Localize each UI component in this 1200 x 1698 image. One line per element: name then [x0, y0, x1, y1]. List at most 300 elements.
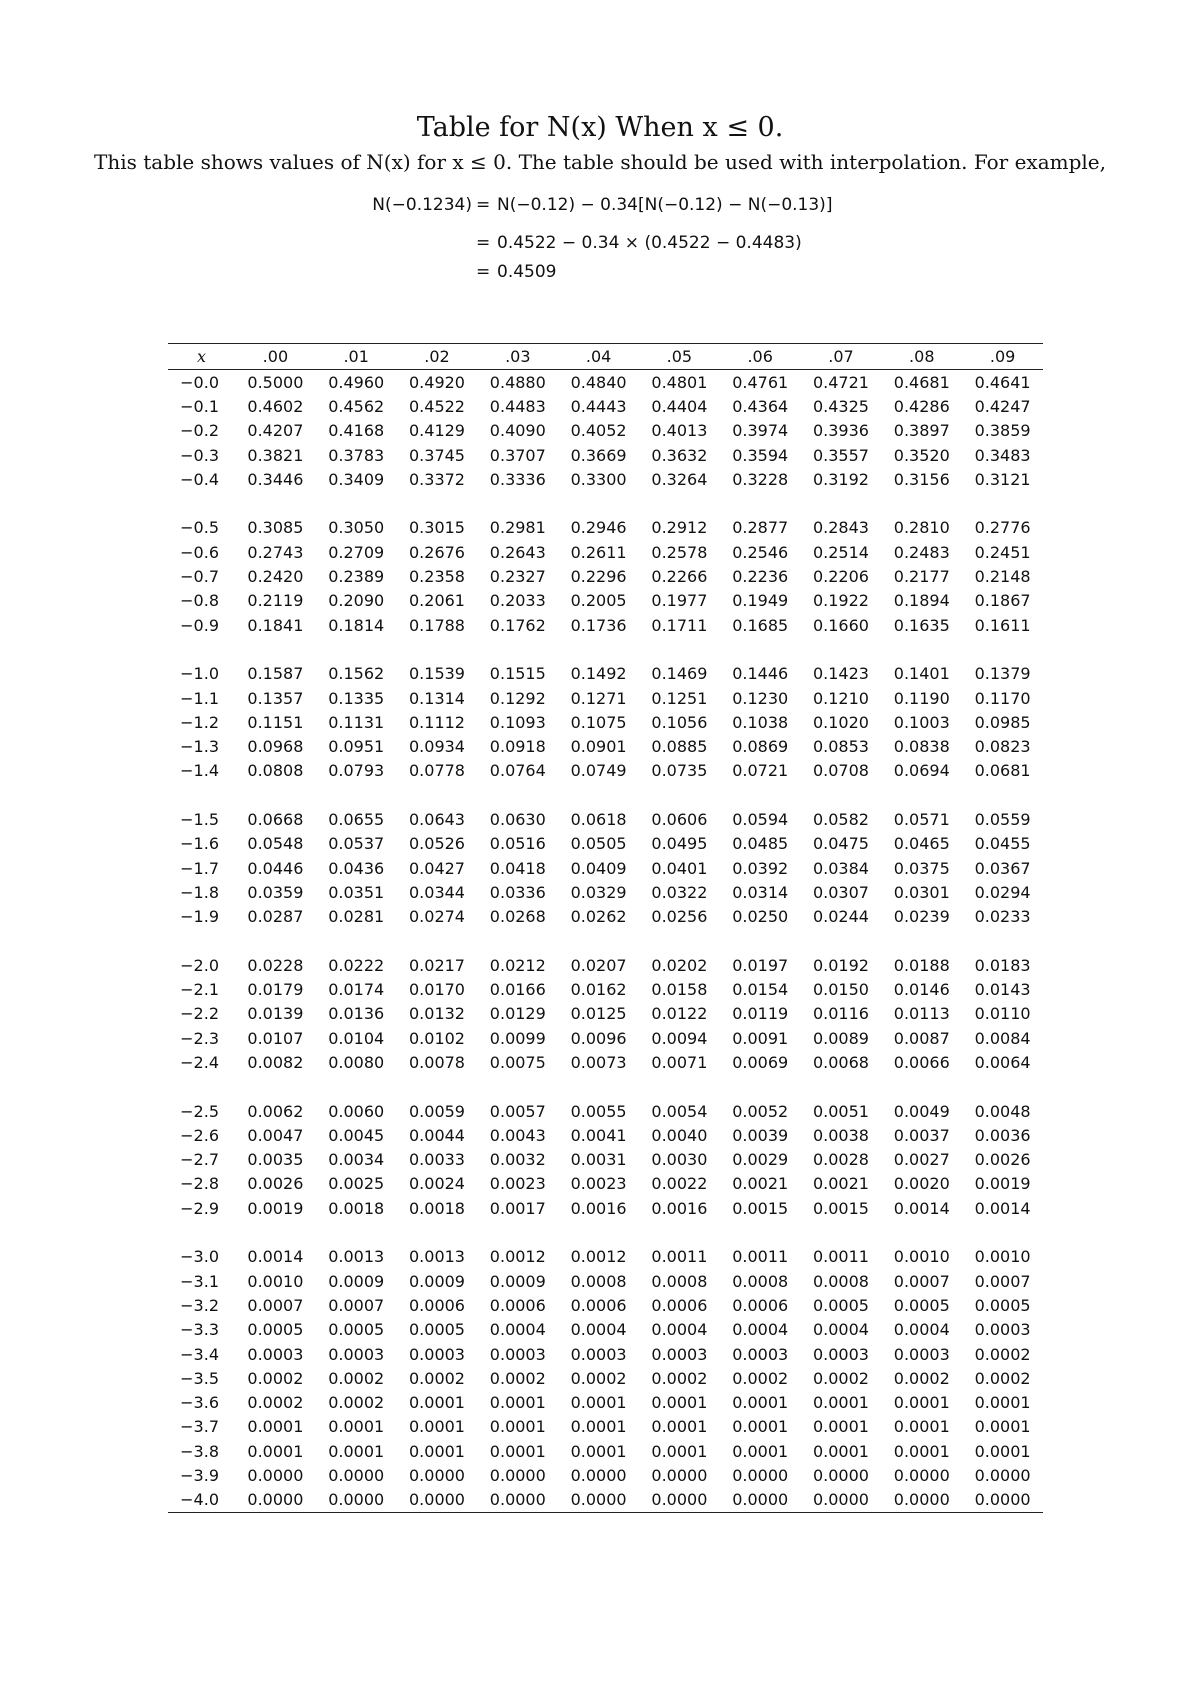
table-cell: 0.0001	[570, 1393, 627, 1413]
table-cell: 0.1736	[570, 615, 627, 635]
table-cell: 0.2005	[570, 591, 627, 611]
table-cell: 0.0026	[974, 1150, 1031, 1170]
table-cell: 0.0000	[570, 1466, 627, 1485]
table-row	[168, 905, 1043, 929]
table-cell: 0.0207	[570, 955, 627, 975]
table-cell: 0.3372	[409, 469, 465, 489]
table-cell: 0.1446	[732, 664, 789, 684]
table-cell: 0.0150	[812, 980, 869, 1000]
row-label-x: −2.4	[180, 1052, 219, 1072]
table-cell: 0.0001	[328, 1417, 385, 1437]
table-cell: 0.0188	[893, 955, 950, 975]
table-cell: 0.0068	[812, 1052, 869, 1072]
table-cell: 0.0006	[409, 1295, 465, 1315]
column-header: .02	[397, 344, 478, 370]
table-row	[168, 1026, 1043, 1050]
table-cell: 0.0202	[651, 955, 708, 975]
table-row	[168, 1123, 1043, 1147]
table-cell: 0.0000	[328, 1490, 385, 1510]
table-cell: 0.0004	[570, 1320, 627, 1340]
table-cell: 0.0495	[651, 834, 708, 854]
table-cell: 0.0694	[893, 761, 950, 781]
column-header: .00	[235, 344, 316, 370]
example-line-3	[0, 262, 1200, 288]
column-header: .07	[801, 344, 882, 370]
table-row	[168, 1196, 1043, 1220]
table-cell: 0.0455	[974, 834, 1031, 854]
table-cell: 0.1093	[489, 712, 546, 732]
table-cell: 0.0001	[409, 1393, 465, 1413]
table-cell: 0.4483	[489, 396, 546, 416]
table-cell: 0.0054	[651, 1101, 708, 1121]
table-cell: 0.2611	[570, 542, 627, 562]
group-spacer	[168, 1220, 1043, 1244]
table-cell: 0.1314	[409, 688, 465, 708]
table-cell: 0.0505	[570, 834, 627, 854]
table-cell: 0.0233	[974, 907, 1031, 927]
row-label-x: −3.8	[180, 1441, 219, 1461]
table-cell: 0.0003	[489, 1344, 546, 1364]
table-cell: 0.3192	[812, 469, 869, 489]
table-cell: 0.0006	[651, 1295, 708, 1315]
table-cell: 0.0000	[489, 1466, 546, 1485]
group-spacer	[168, 637, 1043, 661]
table-cell: 0.0708	[812, 761, 869, 781]
table-cell: 0.3632	[651, 445, 708, 465]
row-label-x: −1.3	[180, 737, 219, 757]
table-cell: 0.0037	[893, 1125, 950, 1145]
table-cell: 0.4168	[328, 421, 385, 441]
table-cell: 0.0009	[328, 1271, 385, 1291]
table-cell: 0.0808	[247, 761, 304, 781]
table-cell: 0.3050	[328, 518, 385, 538]
table-cell: 0.0344	[409, 882, 465, 902]
table-cell: 0.0268	[489, 907, 546, 927]
table-cell: 0.0013	[409, 1247, 465, 1267]
table-cell: 0.0630	[489, 809, 546, 829]
table-cell: 0.5000	[247, 372, 304, 392]
table-cell: 0.0136	[328, 1004, 385, 1024]
table-cell: 0.1492	[570, 664, 627, 684]
table-cell: 0.0057	[489, 1101, 546, 1121]
table-cell: 0.0006	[732, 1295, 789, 1315]
table-cell: 0.0004	[893, 1320, 950, 1340]
example-equals: =	[476, 233, 491, 253]
table-row	[168, 1172, 1043, 1196]
table-cell: 0.0080	[328, 1052, 385, 1072]
group-spacer	[168, 491, 1043, 515]
row-label-x: −2.7	[180, 1150, 219, 1170]
table-row	[168, 1366, 1043, 1390]
table-cell: 0.0222	[328, 955, 385, 975]
table-cell: 0.0918	[489, 737, 546, 757]
table-cell: 0.0094	[651, 1028, 708, 1048]
table-cell: 0.4443	[570, 396, 627, 416]
table-cell: 0.2546	[732, 542, 789, 562]
table-cell: 0.3520	[893, 445, 950, 465]
row-label-x: −1.8	[180, 882, 219, 902]
table-cell: 0.3336	[489, 469, 546, 489]
normal-distribution-table	[168, 343, 1043, 1513]
table-cell: 0.0000	[732, 1490, 789, 1510]
row-label-x: −0.7	[180, 567, 219, 587]
table-cell: 0.0183	[974, 955, 1031, 975]
table-cell: 0.0004	[489, 1320, 546, 1340]
table-cell: 0.0001	[409, 1441, 465, 1461]
table-cell: 0.0002	[651, 1368, 708, 1388]
table-cell: 0.0119	[732, 1004, 789, 1024]
table-cell: 0.3745	[409, 445, 465, 465]
table-cell: 0.0045	[328, 1125, 385, 1145]
table-cell: 0.0089	[812, 1028, 869, 1048]
table-cell: 0.4404	[651, 396, 708, 416]
table-cell: 0.0212	[489, 955, 546, 975]
table-cell: 0.0749	[570, 761, 627, 781]
table-row	[168, 1002, 1043, 1026]
table-cell: 0.0721	[732, 761, 789, 781]
table-row	[168, 686, 1043, 710]
table-cell: 0.0071	[651, 1052, 708, 1072]
table-cell: 0.1271	[570, 688, 627, 708]
table-cell: 0.1894	[893, 591, 950, 611]
table-cell: 0.3594	[732, 445, 789, 465]
row-label-x: −0.3	[180, 445, 219, 465]
table-cell: 0.0179	[247, 980, 304, 1000]
table-cell: 0.0005	[974, 1295, 1031, 1315]
table-cell: 0.1151	[247, 712, 304, 732]
table-cell: 0.0073	[570, 1052, 627, 1072]
group-spacer	[168, 783, 1043, 807]
table-cell: 0.0028	[812, 1150, 869, 1170]
table-cell: 0.0985	[974, 712, 1031, 732]
row-label-x: −0.1	[180, 396, 219, 416]
table-cell: 0.0003	[328, 1344, 385, 1364]
spacer-cell	[168, 929, 1043, 953]
table-cell: 0.4325	[812, 396, 869, 416]
row-label-x: −0.6	[180, 542, 219, 562]
row-label-x: −0.2	[180, 421, 219, 441]
table-cell: 0.0001	[974, 1417, 1031, 1437]
table-cell: 0.3264	[651, 469, 708, 489]
normal-table-container	[168, 343, 1043, 1513]
table-cell: 0.0012	[570, 1247, 627, 1267]
spacer-cell	[168, 783, 1043, 807]
table-cell: 0.1611	[974, 615, 1031, 635]
table-cell: 0.2266	[651, 567, 708, 587]
table-cell: 0.3015	[409, 518, 465, 538]
table-cell: 0.0001	[651, 1417, 708, 1437]
table-row	[168, 1463, 1043, 1487]
table-cell: 0.1112	[409, 712, 465, 732]
table-cell: 0.2743	[247, 542, 304, 562]
table-row	[168, 613, 1043, 637]
table-cell: 0.0005	[247, 1320, 304, 1340]
row-label-x: −3.5	[180, 1368, 219, 1388]
table-cell: 0.0007	[893, 1271, 950, 1291]
row-label-x: −2.9	[180, 1198, 219, 1218]
table-cell: 0.0002	[328, 1393, 385, 1413]
table-row	[168, 1390, 1043, 1414]
table-cell: 0.0001	[893, 1417, 950, 1437]
column-header-x: x	[168, 344, 235, 370]
row-label-x: −2.6	[180, 1125, 219, 1145]
table-cell: 0.1251	[651, 688, 708, 708]
table-cell: 0.0436	[328, 858, 385, 878]
table-cell: 0.0000	[651, 1466, 708, 1485]
table-cell: 0.0571	[893, 809, 950, 829]
table-cell: 0.1587	[247, 664, 304, 684]
table-cell: 0.0003	[409, 1344, 465, 1364]
row-label-x: −2.5	[180, 1101, 219, 1121]
table-row	[168, 589, 1043, 613]
table-row	[168, 1318, 1043, 1342]
table-row	[168, 1148, 1043, 1172]
table-cell: 0.2578	[651, 542, 708, 562]
table-cell: 0.4129	[409, 421, 465, 441]
table-cell: 0.1685	[732, 615, 789, 635]
table-cell: 0.1711	[651, 615, 708, 635]
table-cell: 0.0351	[328, 882, 385, 902]
table-cell: 0.4090	[489, 421, 546, 441]
table-cell: 0.0036	[974, 1125, 1031, 1145]
column-header: .04	[558, 344, 639, 370]
table-row	[168, 370, 1043, 395]
table-cell: 0.3557	[812, 445, 869, 465]
page-title: Table for N(x) When x ≤ 0.	[416, 112, 784, 143]
table-cell: 0.0049	[893, 1101, 950, 1121]
table-cell: 0.1210	[812, 688, 869, 708]
table-row	[168, 710, 1043, 734]
table-cell: 0.0174	[328, 980, 385, 1000]
table-cell: 0.0281	[328, 907, 385, 927]
row-label-x: −1.9	[180, 907, 219, 927]
table-cell: 0.0002	[732, 1368, 789, 1388]
table-cell: 0.3897	[893, 421, 950, 441]
table-cell: 0.0008	[570, 1271, 627, 1291]
table-cell: 0.4052	[570, 421, 627, 441]
table-cell: 0.2843	[812, 518, 869, 538]
table-cell: 0.1292	[489, 688, 546, 708]
table-cell: 0.0044	[409, 1125, 465, 1145]
table-cell: 0.0401	[651, 858, 708, 878]
example-rhs: 0.4509	[497, 262, 557, 282]
table-cell: 0.0064	[974, 1052, 1031, 1072]
table-cell: 0.0001	[732, 1393, 789, 1413]
table-cell: 0.0485	[732, 834, 789, 854]
table-cell: 0.0002	[974, 1368, 1031, 1388]
table-cell: 0.0084	[974, 1028, 1031, 1048]
group-spacer	[168, 929, 1043, 953]
table-cell: 0.0113	[893, 1004, 950, 1024]
table-row	[168, 832, 1043, 856]
row-label-x: −2.8	[180, 1174, 219, 1194]
table-cell: 0.0869	[732, 737, 789, 757]
table-cell: 0.0005	[893, 1295, 950, 1315]
table-cell: 0.4880	[489, 372, 546, 392]
table-cell: 0.0021	[812, 1174, 869, 1194]
table-row	[168, 734, 1043, 758]
row-label-x: −0.4	[180, 469, 219, 489]
example-rhs: N(−0.12) − 0.34[N(−0.12) − N(−0.13)]	[497, 195, 833, 215]
table-cell: 0.0039	[732, 1125, 789, 1145]
table-cell: 0.0015	[812, 1198, 869, 1218]
table-cell: 0.0017	[489, 1198, 546, 1218]
table-cell: 0.0027	[893, 1150, 950, 1170]
table-cell: 0.0082	[247, 1052, 304, 1072]
table-cell: 0.0002	[489, 1368, 546, 1388]
table-cell: 0.0002	[812, 1368, 869, 1388]
table-cell: 0.0001	[247, 1441, 304, 1461]
table-cell: 0.0778	[409, 761, 465, 781]
table-cell: 0.0000	[247, 1466, 304, 1485]
table-cell: 0.0022	[651, 1174, 708, 1194]
table-cell: 0.0764	[489, 761, 546, 781]
table-row	[168, 419, 1043, 443]
table-cell: 0.0002	[570, 1368, 627, 1388]
table-cell: 0.0031	[570, 1150, 627, 1170]
table-cell: 0.0655	[328, 809, 385, 829]
group-spacer	[168, 1075, 1043, 1099]
table-cell: 0.0003	[651, 1344, 708, 1364]
table-cell: 0.0010	[974, 1247, 1031, 1267]
table-cell: 0.0011	[651, 1247, 708, 1267]
table-cell: 0.0000	[893, 1466, 950, 1485]
table-cell: 0.0003	[974, 1320, 1031, 1340]
column-header: .08	[881, 344, 962, 370]
table-cell: 0.0007	[974, 1271, 1031, 1291]
table-cell: 0.0002	[893, 1368, 950, 1388]
table-cell: 0.2119	[247, 591, 304, 611]
table-cell: 0.0001	[893, 1441, 950, 1461]
table-cell: 0.0418	[489, 858, 546, 878]
table-cell: 0.0001	[651, 1393, 708, 1413]
table-cell: 0.0951	[328, 737, 385, 757]
table-cell: 0.0102	[409, 1028, 465, 1048]
table-cell: 0.2296	[570, 567, 627, 587]
table-cell: 0.0000	[974, 1490, 1031, 1510]
table-cell: 0.0001	[974, 1393, 1031, 1413]
table-cell: 0.2451	[974, 542, 1031, 562]
table-row	[168, 467, 1043, 491]
table-cell: 0.2981	[489, 518, 546, 538]
table-cell: 0.0668	[247, 809, 304, 829]
table-cell: 0.0228	[247, 955, 304, 975]
table-cell: 0.3483	[974, 445, 1031, 465]
table-cell: 0.3446	[247, 469, 304, 489]
table-cell: 0.0035	[247, 1150, 304, 1170]
table-cell: 0.0002	[247, 1368, 304, 1388]
table-row	[168, 540, 1043, 564]
table-cell: 0.0091	[732, 1028, 789, 1048]
table-cell: 0.0793	[328, 761, 385, 781]
table-cell: 0.0019	[974, 1174, 1031, 1194]
table-cell: 0.0016	[570, 1198, 627, 1218]
table-cell: 0.0409	[570, 858, 627, 878]
row-label-x: −1.0	[180, 664, 219, 684]
table-cell: 0.1635	[893, 615, 950, 635]
table-cell: 0.4761	[732, 372, 789, 392]
table-cell: 0.1841	[247, 615, 304, 635]
table-cell: 0.0367	[974, 858, 1031, 878]
column-header: .05	[639, 344, 720, 370]
table-cell: 0.0004	[651, 1320, 708, 1340]
table-cell: 0.2148	[974, 567, 1031, 587]
table-cell: 0.0968	[247, 737, 304, 757]
table-cell: 0.0001	[812, 1441, 869, 1461]
table-cell: 0.0004	[732, 1320, 789, 1340]
table-cell: 0.0075	[489, 1052, 546, 1072]
table-cell: 0.0001	[812, 1393, 869, 1413]
table-cell: 0.1020	[812, 712, 869, 732]
table-cell: 0.0055	[570, 1101, 627, 1121]
table-cell: 0.1762	[489, 615, 546, 635]
table-cell: 0.0009	[489, 1271, 546, 1291]
row-label-x: −2.3	[180, 1028, 219, 1048]
table-row	[168, 880, 1043, 904]
row-label-x: −0.9	[180, 615, 219, 635]
table-cell: 0.2709	[328, 542, 385, 562]
column-header: .09	[962, 344, 1043, 370]
table-cell: 0.1515	[489, 664, 546, 684]
table-cell: 0.3859	[974, 421, 1031, 441]
table-cell: 0.0475	[812, 834, 869, 854]
table-cell: 0.0104	[328, 1028, 385, 1048]
table-cell: 0.1788	[409, 615, 465, 635]
table-cell: 0.0359	[247, 882, 304, 902]
table-cell: 0.0244	[812, 907, 869, 927]
table-cell: 0.0125	[570, 1004, 627, 1024]
table-cell: 0.2206	[812, 567, 869, 587]
table-cell: 0.2420	[247, 567, 304, 587]
table-cell: 0.0001	[247, 1417, 304, 1437]
table-cell: 0.0004	[812, 1320, 869, 1340]
table-cell: 0.0001	[974, 1441, 1031, 1461]
example-lhs: N(−0.1234)	[372, 195, 472, 215]
row-label-x: −3.4	[180, 1344, 219, 1364]
row-label-x: −0.0	[180, 372, 219, 392]
table-cell: 0.0087	[893, 1028, 950, 1048]
table-row	[168, 1342, 1043, 1366]
table-row	[168, 662, 1043, 686]
table-cell: 0.0018	[409, 1198, 465, 1218]
table-cell: 0.1170	[974, 688, 1031, 708]
row-label-x: −0.5	[180, 518, 219, 538]
table-cell: 0.0000	[409, 1466, 465, 1485]
table-cell: 0.4960	[328, 372, 385, 392]
table-cell: 0.0023	[489, 1174, 546, 1194]
example-equals: =	[476, 195, 491, 215]
table-cell: 0.0002	[328, 1368, 385, 1388]
table-cell: 0.0594	[732, 809, 789, 829]
row-label-x: −3.3	[180, 1320, 219, 1340]
table-row	[168, 394, 1043, 418]
example-line-2	[0, 233, 1200, 259]
table-cell: 0.3156	[893, 469, 950, 489]
table-cell: 0.0051	[812, 1101, 869, 1121]
table-cell: 0.1922	[812, 591, 869, 611]
table-cell: 0.0052	[732, 1101, 789, 1121]
table-cell: 0.0014	[247, 1247, 304, 1267]
example-line-1	[0, 195, 1200, 221]
table-cell: 0.1335	[328, 688, 385, 708]
table-body	[168, 370, 1043, 1513]
table-cell: 0.0014	[974, 1198, 1031, 1218]
table-cell: 0.0008	[651, 1271, 708, 1291]
table-cell: 0.1379	[974, 664, 1031, 684]
table-cell: 0.4920	[409, 372, 465, 392]
table-cell: 0.0526	[409, 834, 465, 854]
table-cell: 0.0040	[651, 1125, 708, 1145]
